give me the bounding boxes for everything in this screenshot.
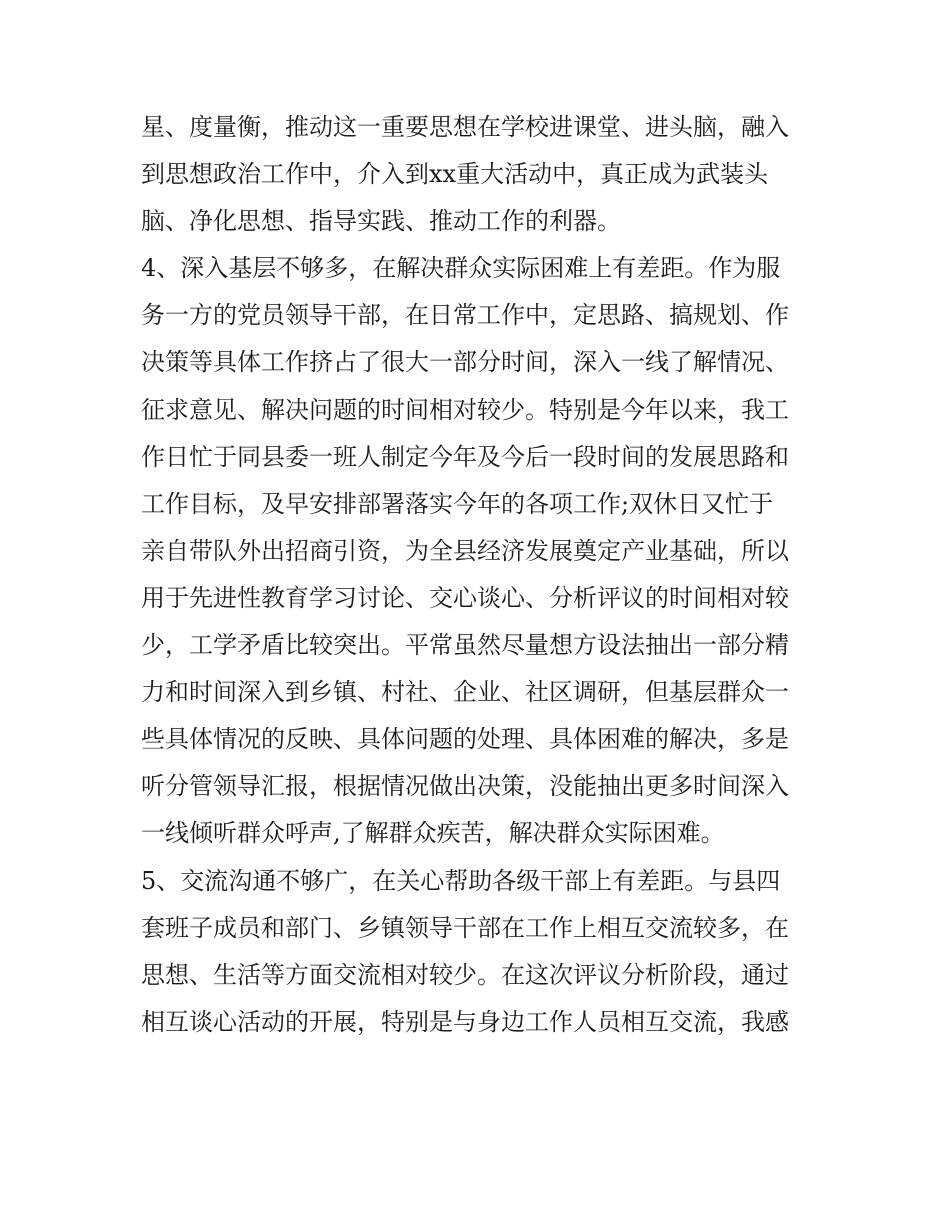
- text-line: 脑、净化思想、指导实践、推动工作的利器。: [141, 207, 621, 236]
- text-line: 一线倾听群众呼声,了解群众疾苦，解决群众实际困难。: [141, 819, 725, 848]
- text-line: 作日忙于同县委一班人制定今年及今后一段时间的发展思路和: [141, 442, 789, 471]
- text-line: 征求意见、解决问题的时间相对较少。特别是今年以来，我工: [141, 395, 789, 424]
- text-line: 少，工学矛盾比较突出。平常虽然尽量想方设法抽出一部分精: [141, 631, 789, 660]
- text-line: 力和时间深入到乡镇、村社、企业、社区调研，但基层群众一: [141, 678, 789, 707]
- text-line: 用于先进性教育学习讨论、交心谈心、分析评议的时间相对较: [141, 583, 789, 612]
- text-line: 到思想政治工作中，介入到xx重大活动中，真正成为武装头: [141, 160, 769, 189]
- text-line: 工作目标，及早安排部署落实今年的各项工作;双休日又忙于: [141, 489, 774, 518]
- text-line: 相互谈心活动的开展，特别是与身边工作人员相互交流，我感: [141, 1007, 789, 1036]
- text-line: 务一方的党员领导干部，在日常工作中，定思路、搞规划、作: [141, 301, 789, 330]
- text-line: 听分管领导汇报，根据情况做出决策，没能抽出更多时间深入: [141, 772, 789, 801]
- text-line: 4、深入基层不够多，在解决群众实际困难上有差距。作为服: [141, 254, 781, 283]
- text-line: 5、交流沟通不够广，在关心帮助各级干部上有差距。与县四: [141, 866, 781, 895]
- body-text: [141, 104, 821, 1046]
- text-line: 思想、生活等方面交流相对较少。在这次评议分析阶段，通过: [141, 960, 789, 989]
- text-line: 亲自带队外出招商引资，为全县经济发展奠定产业基础，所以: [141, 536, 789, 565]
- text-line: 些具体情况的反映、具体问题的处理、具体困难的解决，多是: [141, 725, 789, 754]
- text-line: 星、度量衡，推动这一重要思想在学校进课堂、进头脑，融入: [141, 113, 789, 141]
- text-line: 套班子成员和部门、乡镇领导干部在工作上相互交流较多，在: [141, 913, 789, 942]
- text-line: 决策等具体工作挤占了很大一部分时间，深入一线了解情况、: [141, 348, 789, 377]
